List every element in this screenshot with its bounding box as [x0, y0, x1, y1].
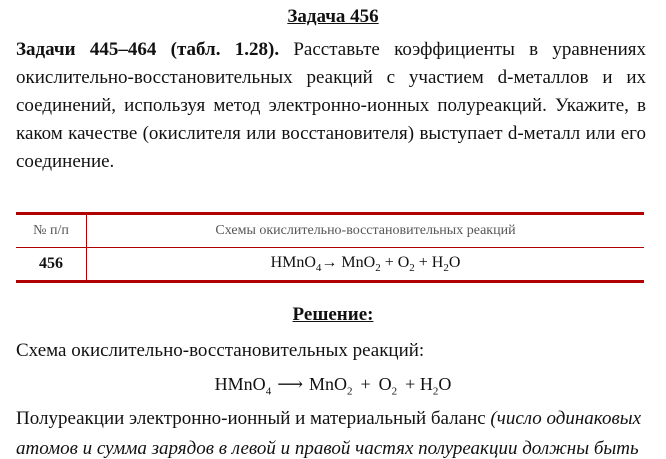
table-header-row — [16, 214, 644, 248]
task-text: Расставьте коэффициенты в уравнениях окислительно-восстановительных реакций с участием d-металлов и их соединений, используя метод электронно-ионных полуреакций. Укажите, в каком качестве (окислителя или восстановителя) выступает d-металл или его соединение. — [16, 39, 647, 172]
balance-line: Полуреакции электронно-ионный и материальный баланс (число одинаковых — [16, 408, 642, 429]
balance-line-continued: атомов и сумма зарядов в левой и правой частях полуреакции должны быть — [16, 438, 639, 459]
row-number: 456 — [16, 248, 87, 282]
reactions-table — [16, 212, 644, 283]
solution-intro: Схема окислительно-восстановительных реакций: — [16, 340, 425, 361]
task-bold-lead: Задачи 445–464 (табл. 1.28). — [16, 39, 280, 60]
header-number: № п/п — [16, 214, 87, 248]
task-statement — [16, 36, 646, 176]
header-schemes: Схемы окислительно-восстановительных реакций — [87, 214, 645, 248]
reaction-scheme: HMnO$_4$ ⟶ $MnO_2 + O_2 + H_2O$ — [214, 374, 452, 398]
solution-title: Решение: — [292, 304, 374, 325]
row-scheme: HMnO$_4$→ $MnO_2 + O_2 + H_2O$ — [87, 248, 645, 282]
task-title: Задача 456 — [287, 6, 379, 27]
table-row — [16, 248, 644, 282]
